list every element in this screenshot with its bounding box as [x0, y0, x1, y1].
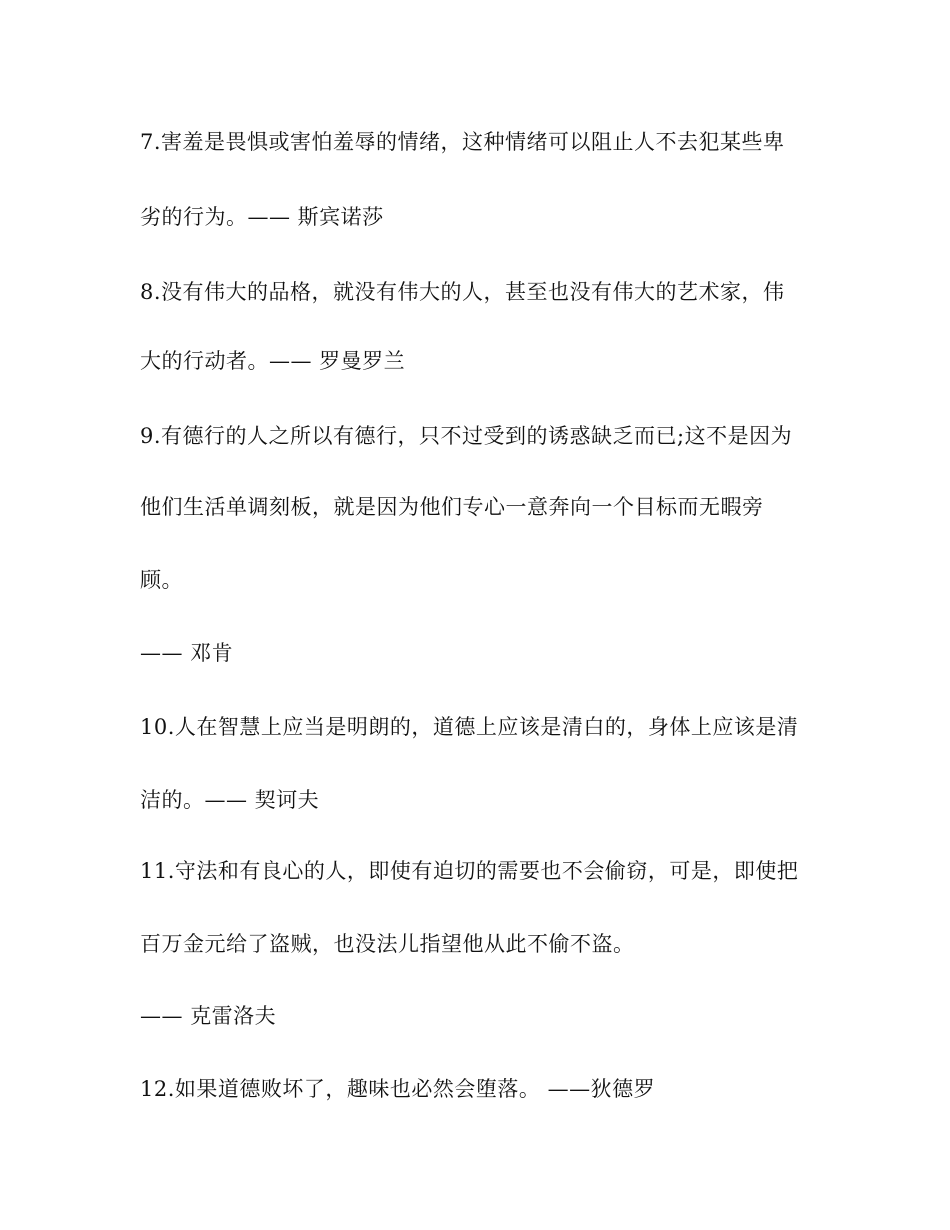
- text-line: 9.有德行的人之所以有德行，只不过受到的诱惑缺乏而已;这不是因为: [140, 424, 793, 448]
- text-line: 洁的。—— 契诃夫: [140, 788, 320, 812]
- text-line: 百万金元给了盗贼，也没法儿指望他从此不偷不盗。: [140, 932, 635, 956]
- text-line: —— 邓肯: [140, 641, 234, 665]
- text-line: 劣的行为。—— 斯宾诺莎: [140, 205, 384, 229]
- text-line: 8.没有伟大的品格，就没有伟大的人，甚至也没有伟大的艺术家，伟: [140, 280, 785, 304]
- text-line: 顾。: [140, 568, 183, 592]
- text-line: 他们生活单调刻板，就是因为他们专心一意奔向一个目标而无暇旁: [140, 495, 764, 519]
- text-line: 12.如果道德败坏了，趣味也必然会堕落。 ——狄德罗: [140, 1077, 656, 1101]
- text-line: —— 克雷洛夫: [140, 1004, 277, 1028]
- text-line: 大的行动者。—— 罗曼罗兰: [140, 349, 406, 373]
- text-line: 11.守法和有良心的人，即使有迫切的需要也不会偷窃，可是，即使把: [140, 859, 799, 883]
- text-line: 10.人在智慧上应当是明朗的，道德上应该是清白的，身体上应该是清: [140, 715, 799, 739]
- text-line: 7.害羞是畏惧或害怕羞辱的情绪，这种情绪可以阻止人不去犯某些卑: [140, 130, 785, 154]
